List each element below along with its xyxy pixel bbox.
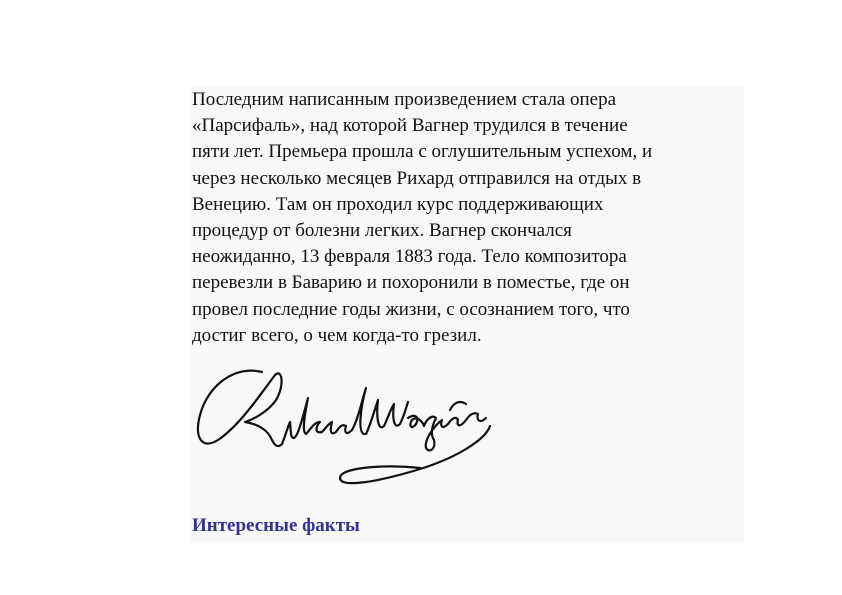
paragraph-line: перевезли в Баварию и похоронили в поместье, где он: [192, 272, 630, 294]
paragraph-line: «Парсифаль», над которой Вагнер трудился в течение: [192, 115, 628, 137]
paragraph-line: через несколько месяцев Рихард отправился на отдых в: [192, 167, 642, 189]
paragraph-line: неожиданно, 13 февраля 1883 года. Тело композитора: [192, 246, 627, 268]
article-paragraph: [192, 87, 744, 349]
interesting-facts-heading[interactable]: Интересные факты: [192, 515, 360, 536]
paragraph-line: достиг всего, о чем когда-то грезил.: [192, 324, 482, 346]
paragraph-line: процедур от болезни легких. Вагнер скончался: [192, 220, 572, 242]
paragraph-line: Венецию. Там он проходил курс поддерживающих: [192, 193, 604, 215]
signature-image: [190, 360, 500, 500]
paragraph-line: Последним написанным произведением стала опера: [192, 89, 617, 110]
paragraph-line: провел последние годы жизни, с осознанием того, что: [192, 298, 630, 320]
paragraph-line: пяти лет. Премьера прошла с оглушительным успехом, и: [192, 141, 653, 163]
